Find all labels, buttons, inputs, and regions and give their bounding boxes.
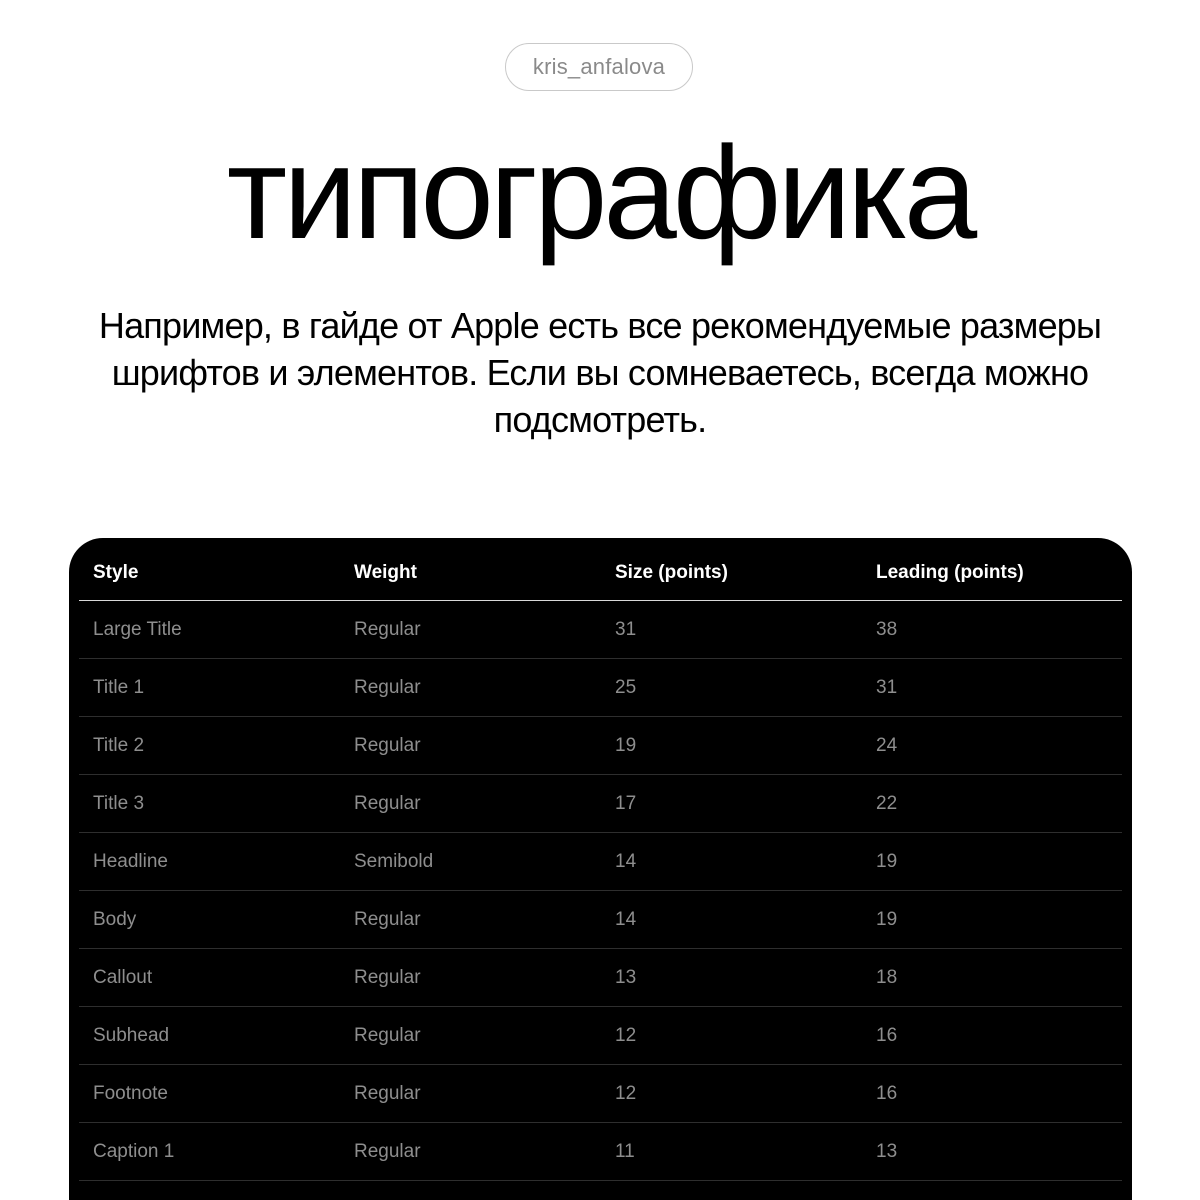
cell-leading: 16	[876, 1025, 898, 1046]
column-header-weight: Weight	[354, 562, 417, 583]
typography-table	[69, 538, 1132, 1200]
cell-size: 13	[615, 967, 637, 988]
table-row	[79, 1007, 1122, 1065]
table-header-row	[79, 538, 1122, 601]
cell-leading: 16	[876, 1083, 898, 1104]
cell-size: 14	[615, 909, 637, 930]
cell-style: Footnote	[93, 1083, 168, 1104]
cell-style: Title 1	[93, 677, 145, 698]
author-handle-badge	[505, 43, 693, 91]
cell-weight: Semibold	[354, 851, 434, 872]
cell-style: Body	[93, 909, 137, 930]
cell-size: 17	[615, 793, 637, 814]
table-row	[79, 601, 1122, 659]
cell-style: Title 3	[93, 793, 145, 814]
table-row	[79, 1123, 1122, 1181]
table-row	[79, 775, 1122, 833]
cell-leading: 13	[876, 1141, 898, 1162]
cell-leading: 19	[876, 909, 898, 930]
cell-style: Caption 1	[93, 1141, 175, 1162]
cell-weight: Regular	[354, 619, 421, 640]
cell-leading: 24	[876, 735, 898, 756]
cell-size: 12	[615, 1083, 637, 1104]
column-header-leading: Leading (points)	[876, 562, 1024, 583]
table-row	[79, 659, 1122, 717]
cell-weight: Regular	[354, 1083, 421, 1104]
cell-style: Subhead	[93, 1025, 170, 1046]
table-row	[79, 891, 1122, 949]
cell-size: 14	[615, 851, 637, 872]
cell-size: 31	[615, 619, 637, 640]
cell-size: 12	[615, 1025, 637, 1046]
cell-size: 11	[615, 1141, 635, 1162]
cell-size: 25	[615, 677, 637, 698]
cell-weight: Regular	[354, 793, 421, 814]
table-row	[79, 1065, 1122, 1123]
cell-size: 19	[615, 735, 637, 756]
cell-leading: 19	[876, 851, 898, 872]
cell-leading: 38	[876, 619, 898, 640]
cell-weight: Regular	[354, 677, 421, 698]
author-handle: kris_anfalova	[532, 54, 666, 79]
cell-leading: 18	[876, 967, 898, 988]
cell-weight: Regular	[354, 1141, 421, 1162]
cell-leading: 31	[876, 677, 898, 698]
cell-style: Title 2	[93, 735, 145, 756]
cell-weight: Regular	[354, 909, 421, 930]
column-header-style: Style	[93, 562, 139, 583]
page-title: типографика	[226, 119, 974, 266]
cell-style: Callout	[93, 967, 153, 988]
cell-weight: Regular	[354, 1025, 421, 1046]
column-header-size: Size (points)	[615, 562, 728, 583]
table-body	[79, 601, 1122, 1181]
table-row	[79, 717, 1122, 775]
cell-weight: Regular	[354, 967, 421, 988]
cell-style: Headline	[93, 851, 168, 872]
cell-weight: Regular	[354, 735, 421, 756]
cell-style: Large Title	[93, 619, 182, 640]
cell-leading: 22	[876, 793, 898, 814]
table-row	[79, 833, 1122, 891]
page-subtitle: Например, в гайде от Apple есть все рекомендуемые размеры шрифтов и элементов. Если вы сомневаетесь, всегда можно подсмотреть.	[98, 305, 1102, 440]
table-row	[79, 949, 1122, 1007]
